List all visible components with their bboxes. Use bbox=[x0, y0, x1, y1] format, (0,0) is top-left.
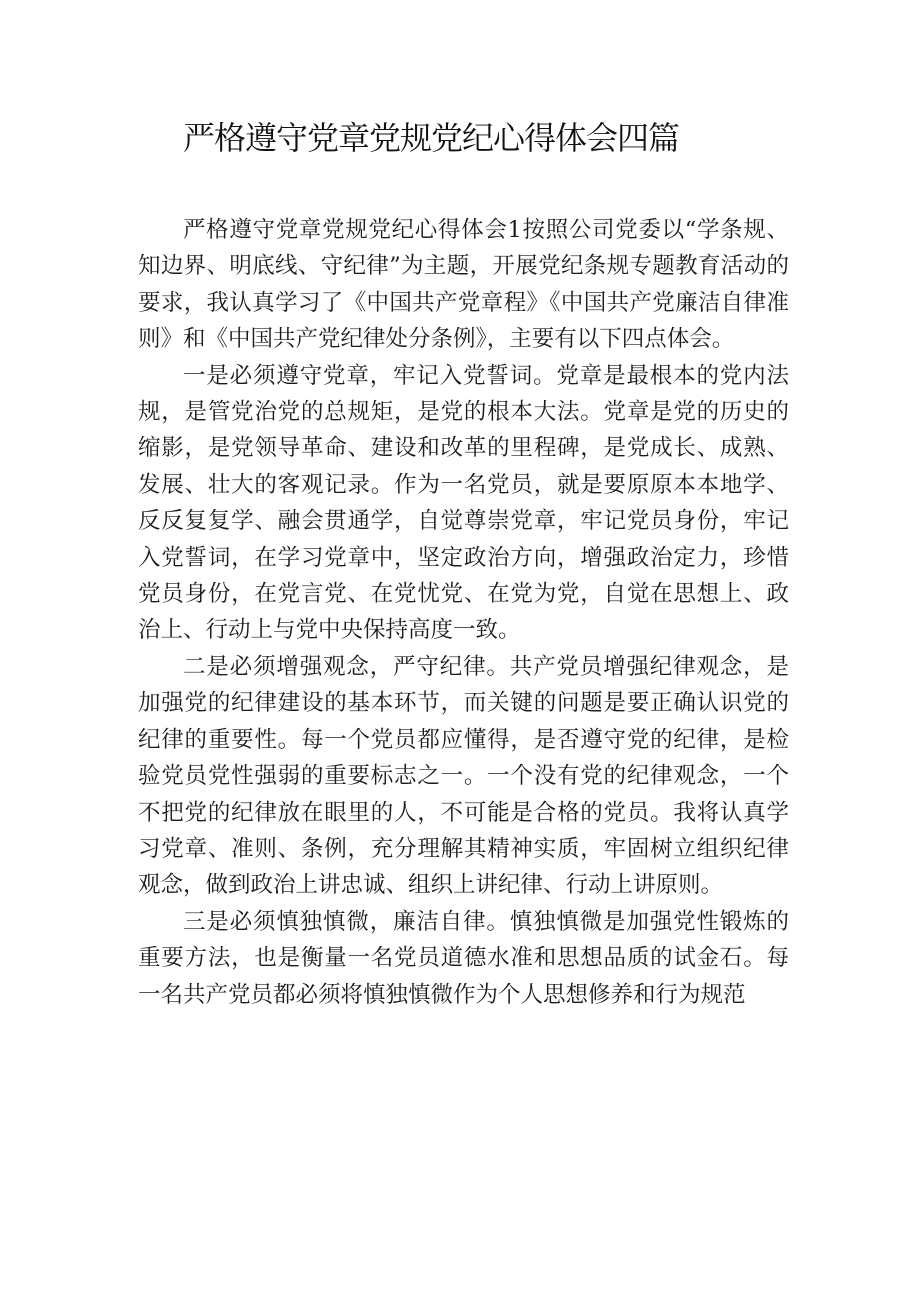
paragraph-point-one: 一是必须遵守党章，牢记入党誓词。党章是最根本的党内法规，是管党治党的总规矩，是党的根本大法。党章是党的历史的缩影，是党领导革命、建设和改革的里程碑，是党成长、成熟、发展、壮大的客观记录。作为一名党员，就是要原原本本地学、反反复复学、融会贯通学，自觉尊崇党章，牢记党员身份，牢记入党誓词，在学习党章中，坚定政治方向，增强政治定力，珍惜党员身份，在党言党、在党忧党、在党为党，自觉在思想上、政治上、行动上与党中央保持高度一致。 bbox=[138, 362, 789, 644]
paragraph-point-three: 三是必须慎独慎微，廉洁自律。慎独慎微是加强党性锻炼的重要方法，也是衡量一名党员道德水准和思想品质的试金石。每一名共产党员都必须将慎独慎微作为个人思想修养和行为规范 bbox=[138, 908, 789, 1008]
document-title: 严格遵守党章党规党纪心得体会四篇 bbox=[183, 119, 680, 157]
document-body bbox=[138, 212, 789, 1013]
paragraph-intro: 严格遵守党章党规党纪心得体会1按照公司党委以“学条规、知边界、明底线、守纪律”为主题，开展党纪条规专题教育活动的要求，我认真学习了《中国共产党章程》《中国共产党廉洁自律准则》和《中国共产党纪律处分条例》，主要有以下四点体会。 bbox=[138, 217, 789, 353]
paragraph-point-two: 二是必须增强观念，严守纪律。共产党员增强纪律观念，是加强党的纪律建设的基本环节，而关键的问题是要正确认识党的纪律的重要性。每一个党员都应懂得，是否遵守党的纪律，是检验党员党性强弱的重要标志之一。一个没有党的纪律观念，一个不把党的纪律放在眼里的人，不可能是合格的党员。我将认真学习党章、准则、条例，充分理解其精神实质，牢固树立组织纪律观念，做到政治上讲忠诚、组织上讲纪律、行动上讲原则。 bbox=[138, 653, 789, 899]
